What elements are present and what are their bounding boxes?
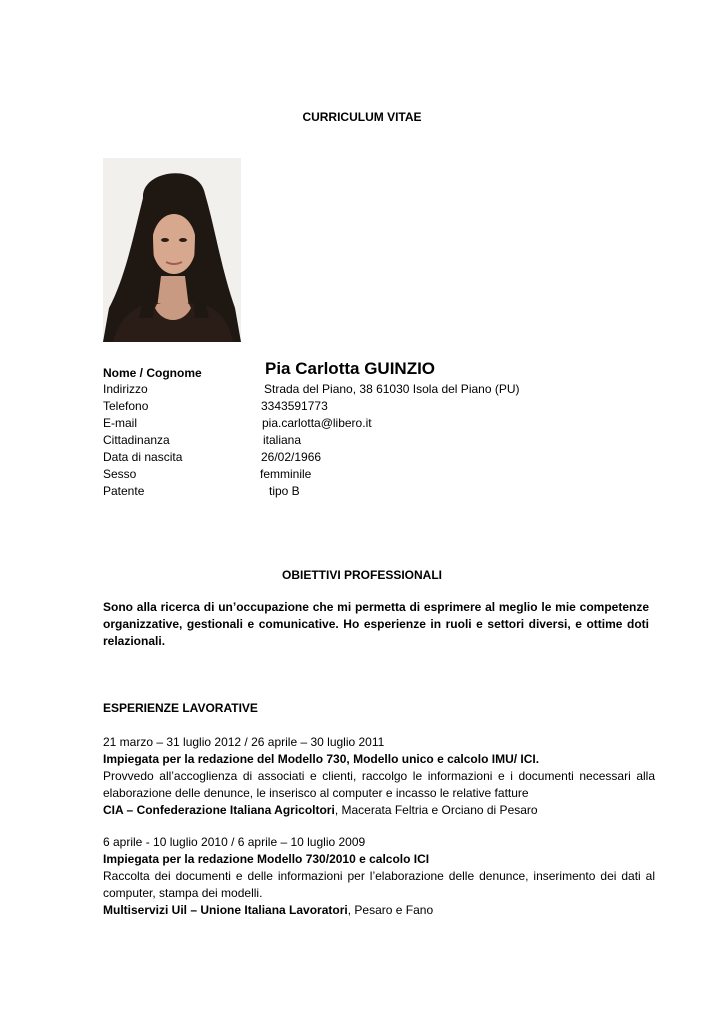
org-location: , Pesaro e Fano (347, 903, 434, 917)
job-role: Impiegata per la redazione del Modello 730, Modello unico e calcolo IMU/ ICI. (103, 752, 540, 766)
info-row-email (103, 415, 623, 432)
objectives-title: OBIETTIVI PROFESSIONALI (281, 568, 442, 582)
name-row (103, 360, 623, 382)
job-role: Impiegata per la redazione Modello 730/2010 e calcolo ICI (103, 852, 430, 866)
experience-title: ESPERIENZE LAVORATIVE (103, 701, 258, 715)
job-entry (103, 734, 655, 819)
info-row-citizenship (103, 432, 623, 449)
info-label: Indirizzo (103, 382, 148, 396)
info-value: italiana (263, 433, 302, 447)
name-value: Pia Carlotta GUINZIO (265, 359, 436, 378)
info-row-address (103, 381, 623, 398)
job-description: Provvedo all’accoglienza di associati e clienti, raccolgo le informazioni e i documenti necessari alla elaborazione delle denunce, le inserisco al computer e incasso le relative fatture (103, 769, 655, 800)
info-value: tipo B (269, 484, 300, 498)
info-row-birthdate (103, 449, 623, 466)
info-label: Patente (103, 484, 145, 498)
info-row-phone (103, 398, 623, 415)
info-value: pia.carlotta@libero.it (262, 416, 372, 430)
org-name: CIA – Confederazione Italiana Agricoltori (103, 803, 335, 817)
info-label: Sesso (103, 467, 137, 481)
document-title: CURRICULUM VITAE (302, 110, 422, 124)
name-label: Nome / Cognome (103, 366, 202, 380)
info-label: Cittadinanza (103, 433, 170, 447)
info-value: femminile (260, 467, 312, 481)
job-dates: 21 marzo – 31 luglio 2012 / 26 aprile – 30 luglio 2011 (103, 735, 385, 749)
info-row-license (103, 483, 623, 500)
org-location: , Macerata Feltria e Orciano di Pesaro (334, 803, 538, 817)
info-label: Telefono (103, 399, 149, 413)
job-description: Raccolta dei documenti e delle informazioni per l’elaborazione delle denunce, inserimento dei dati al computer, stampa dei modelli. (103, 869, 655, 900)
job-organization (103, 902, 655, 919)
org-name: Multiservizi Uil – Unione Italiana Lavoratori (103, 903, 348, 917)
info-label: Data di nascita (103, 450, 183, 464)
objectives-text: Sono alla ricerca di un’occupazione che mi permetta di esprimere al meglio le mie competenze organizzative, gestionali e comunicative. Ho esperienze in ruoli e settori diversi, e ottime doti relazionali. (103, 600, 649, 648)
info-value: Strada del Piano, 38 61030 Isola del Piano (PU) (264, 382, 520, 396)
info-row-sex (103, 466, 623, 483)
job-entry (103, 834, 655, 919)
job-dates: 6 aprile - 10 luglio 2010 / 6 aprile – 10 luglio 2009 (103, 835, 366, 849)
info-value: 3343591773 (261, 399, 328, 413)
info-label: E-mail (103, 416, 138, 430)
info-value: 26/02/1966 (261, 450, 322, 464)
job-organization (103, 802, 655, 819)
portrait-photo (103, 158, 241, 342)
